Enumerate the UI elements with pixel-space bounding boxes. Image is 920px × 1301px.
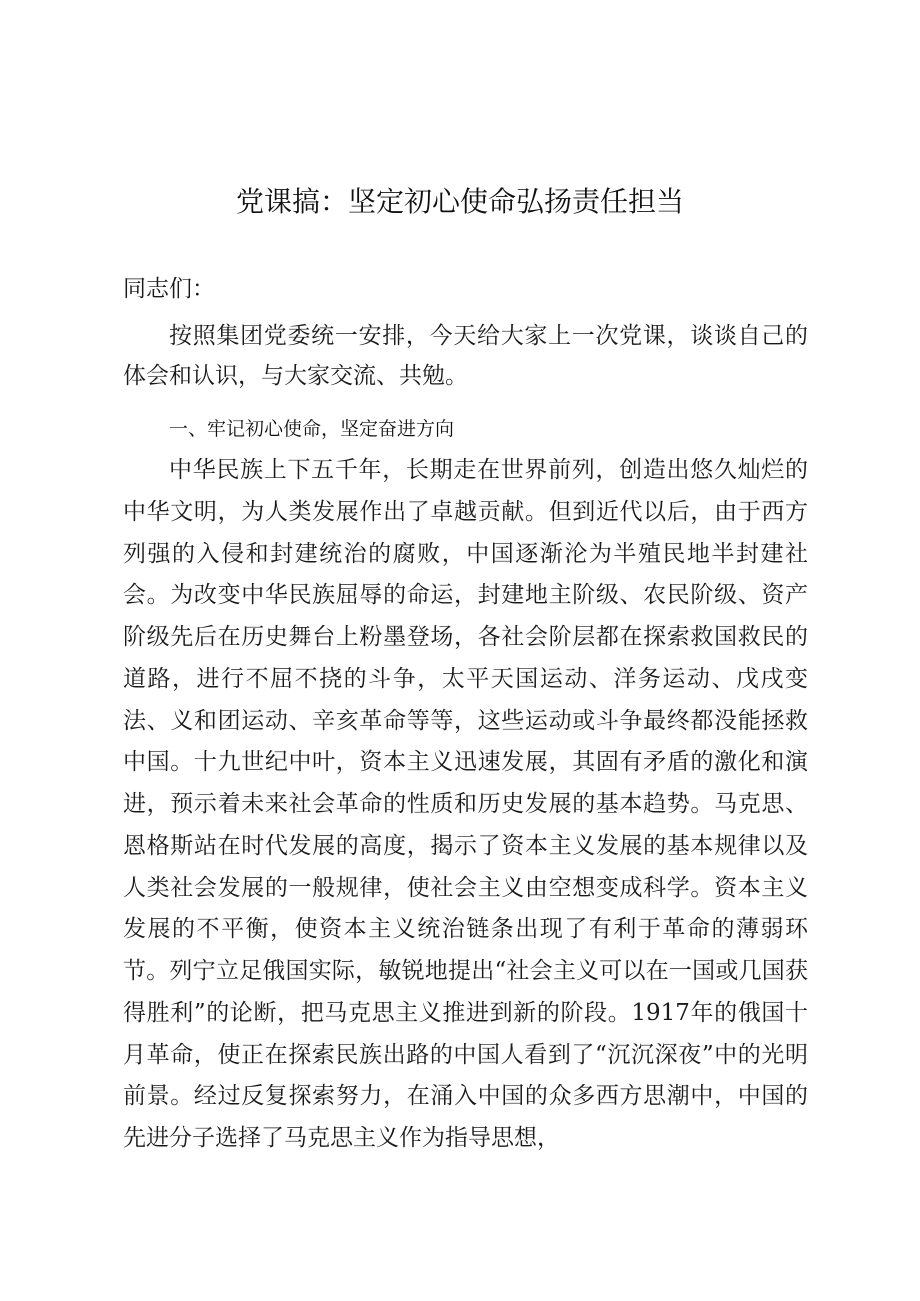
greeting: 同志们：: [123, 276, 215, 302]
section-heading: 一、牢记初心使命，坚定奋进方向: [169, 418, 455, 440]
document-title: 党课搞：坚定初心使命弘扬责任担当: [235, 185, 684, 218]
body-paragraph: 中华民族上下五千年，长期走在世界前列，创造出悠久灿烂的中华文明，为人类发展作出了卓越贡献。但到近代以后，由于西方列强的入侵和封建统治的腐败，中国逐渐沦为半殖民地半封建社会。为改变中华民族屈辱的命运，封建地主阶级、农民阶级、资产阶级先后在历史舞台上粉墨登场，各社会阶层都在探索救国救民的道路，进行不屈不挠的斗争，太平天国运动、洋务运动、戊戌变法、义和团运动、辛亥革命等等，这些运动或斗争最终都没能拯救中国。十九世纪中叶，资本主义迅速发展，其固有矛盾的激化和演进，预示着未来社会革命的性质和历史发展的基本趋势。马克思、恩格斯站在时代发展的高度，揭示了资本主义发展的基本规律以及人类社会发展的一般规律，使社会主义由空想变成科学。资本主义发展的不平衡，使资本主义统治链条出现了有利于革命的薄弱环节。列宁立足俄国实际，敏锐地提出“社会主义可以在一国或几国获得胜利”的论断，把马克思主义推进到新的阶段。1917年的俄国十月革命，使正在探索民族出路的中国人看到了“沉沉深夜”中的光明前景。经过反复探索努力，在涌入中国的众多西方思潮中，中国的先进分子选择了马克思主义作为指导思想，: [123, 457, 808, 1151]
intro-paragraph: 按照集团党委统一安排，今天给大家上一次党课，谈谈自己的体会和认识，与大家交流、共勉。: [123, 323, 808, 389]
